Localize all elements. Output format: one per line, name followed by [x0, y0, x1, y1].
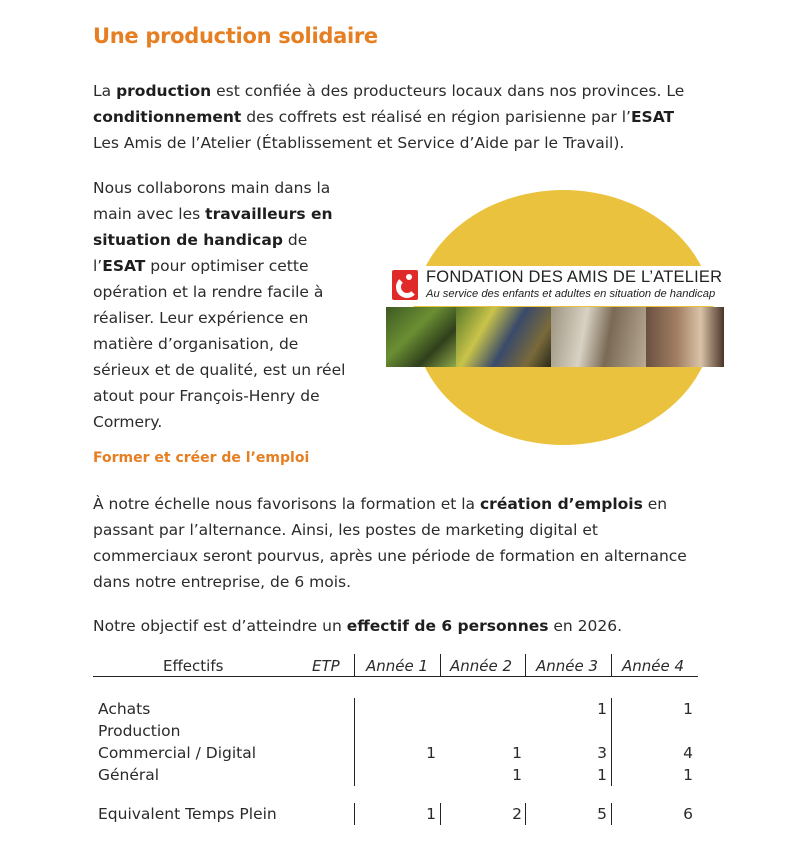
- text: est confiée à des producteurs locaux dans nos provinces. Le: [211, 82, 685, 100]
- logo-subtitle: Au service des enfants et adultes en situation de handicap: [426, 288, 716, 300]
- cell-value: 1: [597, 700, 607, 718]
- header-divider: [525, 654, 526, 676]
- logo-band: [386, 266, 724, 306]
- row-label: Commercial / Digital: [98, 744, 257, 762]
- bold-text: ESAT: [630, 108, 675, 126]
- body-divider: [611, 698, 612, 786]
- cell-value: 1: [683, 700, 693, 718]
- row-label: Achats: [98, 700, 151, 718]
- total-divider: [525, 803, 526, 825]
- cell-value: 3: [597, 744, 607, 762]
- text: Notre objectif est d’atteindre un: [93, 617, 347, 635]
- total-value: 6: [683, 805, 693, 823]
- cell-value: 1: [597, 766, 607, 784]
- collaboration-paragraph: [93, 175, 348, 435]
- text: La: [93, 82, 117, 100]
- bold-text: effectif de 6 personnes: [346, 617, 549, 635]
- header-underline: [93, 676, 698, 677]
- bold-text: conditionnement: [93, 108, 242, 126]
- text: Nous collaborons main dans la main avec les: [93, 179, 331, 223]
- header-etp: ETP: [312, 657, 340, 675]
- table-row: [93, 720, 698, 742]
- total-value: 5: [597, 805, 607, 823]
- intro-paragraph: [93, 78, 703, 156]
- table-row: [93, 764, 698, 786]
- text: À notre échelle nous favorisons la formation et la: [93, 495, 480, 513]
- cell-value: 4: [683, 744, 693, 762]
- photo-hands: [646, 307, 724, 367]
- header-annee-4: Année 4: [622, 657, 685, 675]
- row-label: Production: [98, 722, 181, 740]
- header-divider: [354, 654, 355, 676]
- photo-sculpture: [551, 307, 646, 367]
- photo-workers: [456, 307, 551, 367]
- text: pour optimiser cette opération et la rendre facile à réaliser. Leur expérience en matière d’organisation, de sérieux et de qualité, est un réel atout pour François-Henry de Cormery.: [93, 257, 346, 431]
- logo-title: FONDATION DES AMIS DE L’ATELIER: [426, 268, 723, 286]
- section-subheading: Former et créer de l’emploi: [93, 450, 310, 466]
- cell-value: 1: [512, 766, 522, 784]
- text: en passant par l’alternance. Ainsi, les postes de marketing digital et commerciaux seront pourvus, après une période de formation en alternance dans notre entreprise, de 6 mois.: [93, 495, 687, 591]
- table-total-row: [93, 803, 698, 825]
- text: de l’: [93, 231, 308, 275]
- total-divider: [354, 803, 355, 825]
- mark-dot: [406, 274, 412, 280]
- training-paragraph: [93, 491, 693, 595]
- bold-text: travailleurs en situation de handicap: [93, 205, 333, 249]
- logo-photo-strip: [386, 307, 724, 367]
- text: en 2026.: [548, 617, 623, 635]
- header-divider: [440, 654, 441, 676]
- body-divider: [354, 698, 355, 786]
- table-row: [93, 742, 698, 764]
- text: des coffrets est réalisé en région parisienne par l’: [241, 108, 631, 126]
- cell-value: 1: [512, 744, 522, 762]
- bold-text: production: [116, 82, 212, 100]
- cell-value: 1: [683, 766, 693, 784]
- total-divider: [440, 803, 441, 825]
- header-annee-1: Année 1: [366, 657, 429, 675]
- foundation-logo: [386, 190, 724, 448]
- header-annee-3: Année 3: [536, 657, 599, 675]
- table-header-row: [93, 655, 698, 677]
- foundation-mark-icon: [392, 270, 418, 300]
- row-label: Général: [98, 766, 160, 784]
- bold-text: création d’emplois: [479, 495, 643, 513]
- total-value: 1: [426, 805, 436, 823]
- page-title: Une production solidaire: [93, 24, 378, 48]
- total-divider: [611, 803, 612, 825]
- header-effectifs: Effectifs: [163, 657, 224, 675]
- table-row: [93, 698, 698, 720]
- bold-text: ESAT: [102, 257, 146, 275]
- objective-paragraph: [93, 613, 703, 639]
- total-label: Equivalent Temps Plein: [98, 805, 277, 823]
- header-divider: [611, 654, 612, 676]
- header-annee-2: Année 2: [450, 657, 513, 675]
- text: Les Amis de l’Atelier (Établissement et Service d’Aide par le Travail).: [93, 134, 625, 152]
- photo-garden: [386, 307, 456, 367]
- cell-value: 1: [426, 744, 436, 762]
- total-value: 2: [512, 805, 522, 823]
